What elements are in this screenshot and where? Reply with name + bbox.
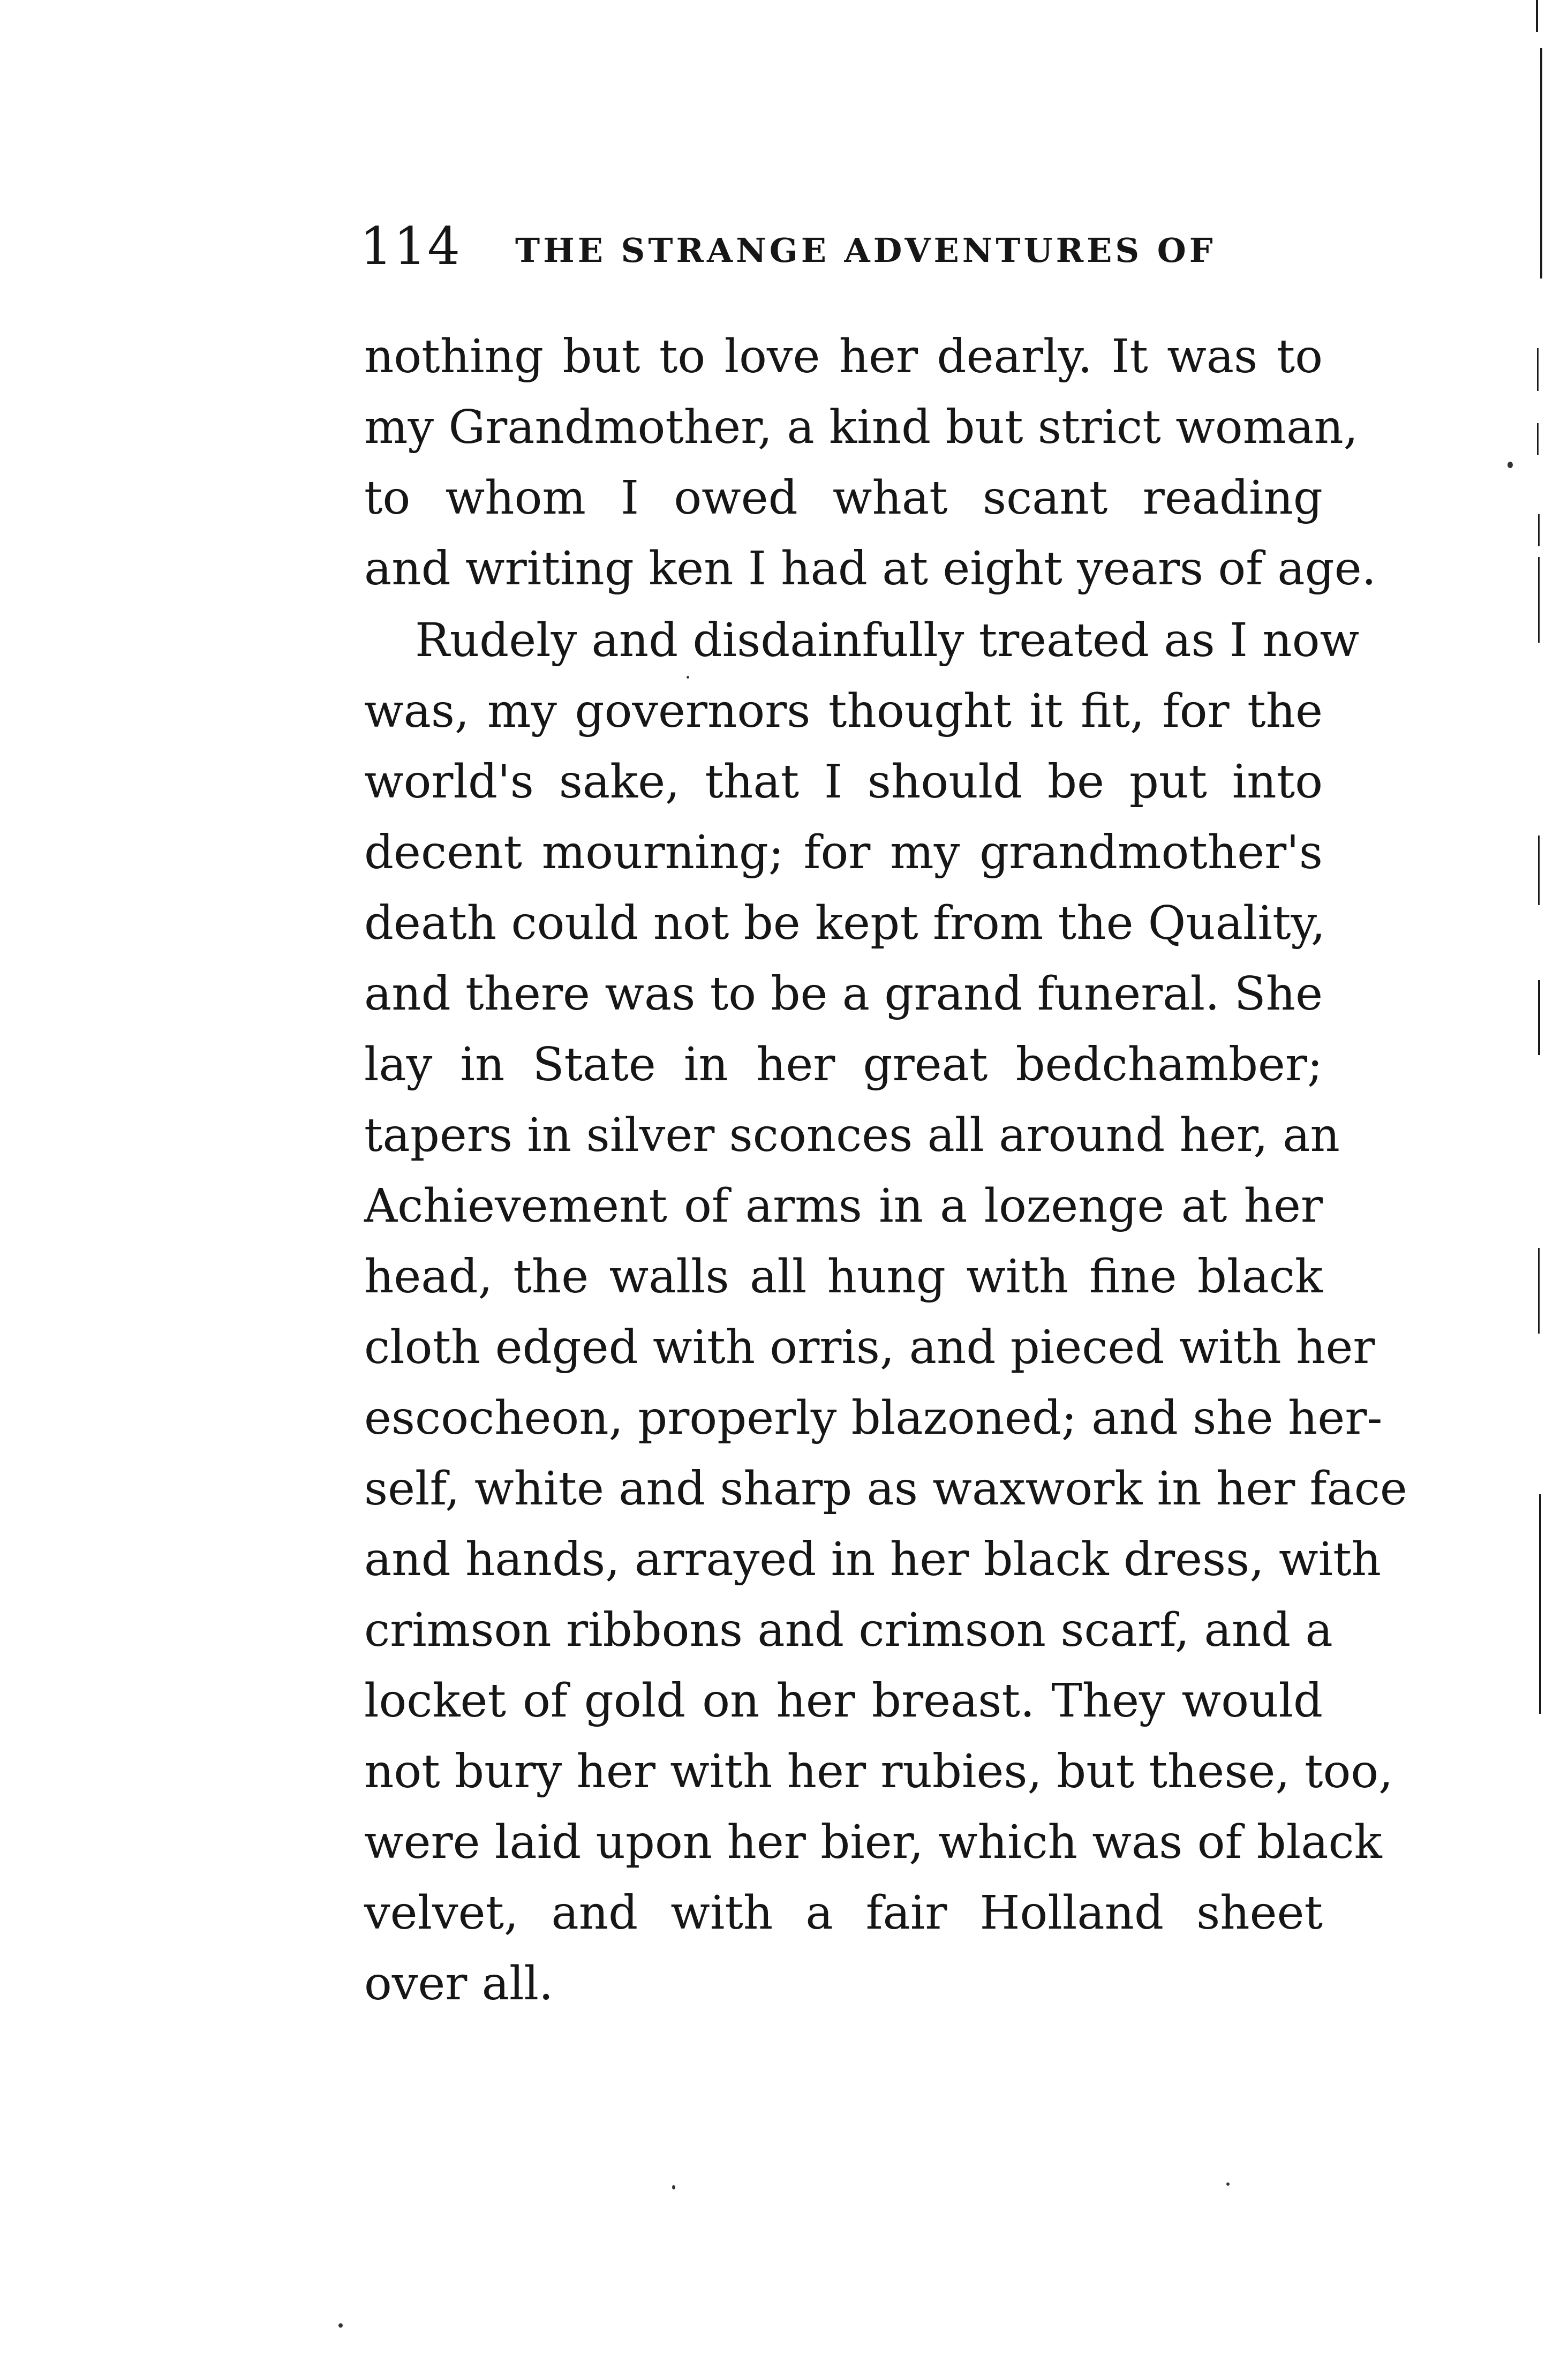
text-line: cloth edged with orris, and pieced with her bbox=[364, 1321, 1375, 1374]
page-header bbox=[360, 216, 1216, 276]
running-head: THE STRANGE ADVENTURES OF bbox=[515, 231, 1216, 270]
text-line: velvet, and with a fair Holland sheet bbox=[364, 1886, 1323, 1940]
text-line: Achievement of arms in a lozenge at her bbox=[364, 1179, 1323, 1233]
text-line: escocheon, properly blazoned; and she her- bbox=[364, 1391, 1383, 1445]
text-line: lay in State in her great bedchamber; bbox=[364, 1038, 1323, 1092]
text-line: crimson ribbons and crimson scarf, and a bbox=[364, 1604, 1333, 1657]
scan-edge-line bbox=[1537, 423, 1539, 455]
scan-speck bbox=[687, 676, 689, 679]
scan-edge-line bbox=[1537, 348, 1539, 391]
text-line: and writing ken I had at eight years of age. bbox=[364, 542, 1376, 596]
scan-edge-line bbox=[1539, 1494, 1541, 1714]
text-line: world's sake, that I should be put into bbox=[364, 755, 1323, 809]
scan-speck bbox=[672, 2185, 675, 2189]
text-line: to whom I owed what scant reading bbox=[364, 471, 1323, 525]
text-line: decent mourning; for my grandmother's bbox=[364, 826, 1323, 879]
scan-edge-line bbox=[1536, 0, 1538, 32]
page-number: 114 bbox=[360, 216, 462, 276]
body-text bbox=[364, 321, 1407, 2019]
text-line: and hands, arrayed in her black dress, with bbox=[364, 1533, 1382, 1586]
paragraph-2 bbox=[364, 605, 1407, 2019]
text-line: my Grandmother, a kind but strict woman, bbox=[364, 401, 1359, 454]
scan-edge-line bbox=[1538, 1248, 1540, 1334]
scan-speck bbox=[1226, 2182, 1230, 2186]
scan-edge-line bbox=[1538, 980, 1540, 1055]
text-line: was, my governors thought it fit, for the bbox=[364, 684, 1323, 738]
scan-edge-line bbox=[1538, 836, 1540, 905]
scan-edge-line bbox=[1538, 557, 1540, 643]
paragraph-1 bbox=[364, 321, 1376, 604]
text-line: self, white and sharp as waxwork in her face bbox=[364, 1462, 1407, 1516]
scan-edge-line bbox=[1540, 48, 1542, 279]
text-line: over all. bbox=[364, 1957, 554, 2011]
text-line: not bury her with her rubies, but these, too, bbox=[364, 1745, 1393, 1798]
text-line: nothing but to love her dearly. It was to bbox=[364, 330, 1323, 383]
text-line: tapers in silver sconces all around her, an bbox=[364, 1109, 1340, 1162]
scan-edge-line bbox=[1538, 514, 1540, 546]
scan-speck bbox=[1507, 462, 1513, 468]
text-line: locket of gold on her breast. They would bbox=[364, 1674, 1323, 1728]
text-line: and there was to be a grand funeral. She bbox=[364, 967, 1323, 1021]
text-line: death could not be kept from the Quality, bbox=[364, 897, 1326, 950]
text-line: head, the walls all hung with fine black bbox=[364, 1250, 1323, 1304]
text-line: Rudely and disdainfully treated as I now bbox=[415, 614, 1360, 667]
text-line: were laid upon her bier, which was of black bbox=[364, 1816, 1382, 1869]
scan-speck bbox=[338, 2323, 343, 2328]
